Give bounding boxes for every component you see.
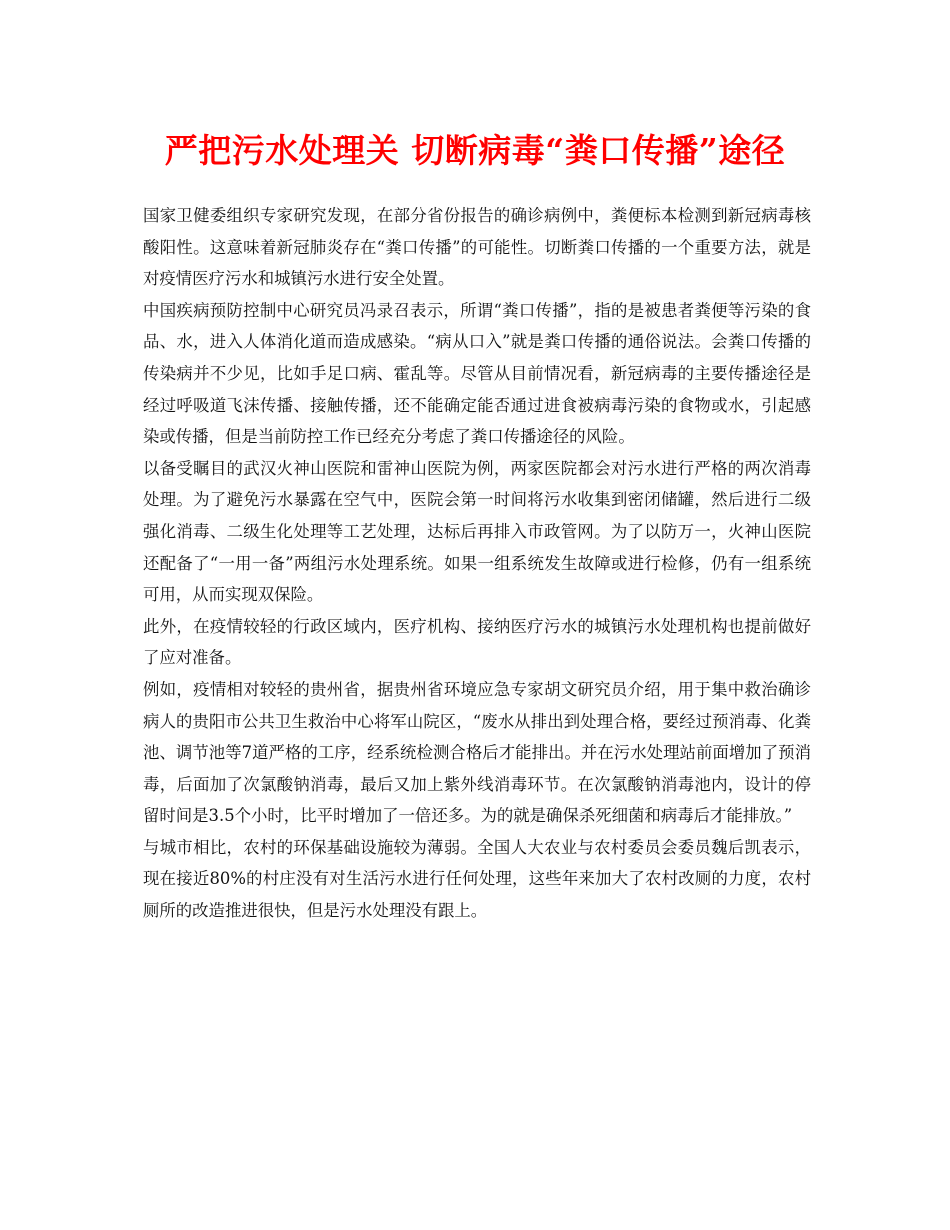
article-paragraph-1: 国家卫健委组织专家研究发现，在部分省份报告的确诊病例中，粪便标本检测到新冠病毒核酸阳性。这意味着新冠肺炎存在“粪口传播”的可能性。切断粪口传播的一个重要方法，就是对疫情医疗污水和城镇污水进行安全处置。	[143, 206, 811, 289]
article-paragraph-4: 此外，在疫情较轻的行政区域内，医疗机构、接纳医疗污水的城镇污水处理机构也提前做好了应对准备。	[143, 616, 811, 668]
article-paragraph-2: 中国疾病预防控制中心研究员冯录召表示，所谓“粪口传播”，指的是被患者粪便等污染的食品、水，进入人体消化道而造成感染。“病从口入”就是粪口传播的通俗说法。会粪口传播的传染病并不少见，比如手足口病、霍乱等。尽管从目前情况看，新冠病毒的主要传播途径是经过呼吸道飞沫传播、接触传播，还不能确定能否通过进食被病毒污染的食物或水，引起感染或传播，但是当前防控工作已经充分考虑了粪口传播途径的风险。	[143, 300, 811, 447]
article-paragraph-5: 例如，疫情相对较轻的贵州省，据贵州省环境应急专家胡文研究员介绍，用于集中救治确诊病人的贵阳市公共卫生救治中心将军山院区，“废水从排出到处理合格，要经过预消毒、化粪池、调节池等7道严格的工序，经系统检测合格后才能排出。并在污水处理站前面增加了预消毒，后面加了次氯酸钠消毒，最后又加上紫外线消毒环节。在次氯酸钠消毒池内，设计的停留时间是3.5个小时，比平时增加了一倍还多。为的就是确保杀死细菌和病毒后才能排放。”	[143, 679, 811, 826]
article-paragraph-6: 与城市相比，农村的环保基础设施较为薄弱。全国人大农业与农村委员会委员魏后凯表示，现在接近80%的村庄没有对生活污水进行任何处理，这些年来加大了农村改厕的力度，农村厕所的改造推进很快，但是污水处理没有跟上。	[143, 837, 811, 921]
article-paragraph-3: 以备受瞩目的武汉火神山医院和雷神山医院为例，两家医院都会对污水进行严格的两次消毒处理。为了避免污水暴露在空气中，医院会第一时间将污水收集到密闭储罐，然后进行二级强化消毒、二级生化处理等工艺处理，达标后再排入市政管网。为了以防万一，火神山医院还配备了“一用一备”两组污水处理系统。如果一组系统发生故障或进行检修，仍有一组系统可用，从而实现双保险。	[143, 458, 811, 605]
page-title: 严把污水处理关 切断病毒“粪口传播”途径	[164, 131, 786, 170]
article-body	[143, 200, 811, 927]
